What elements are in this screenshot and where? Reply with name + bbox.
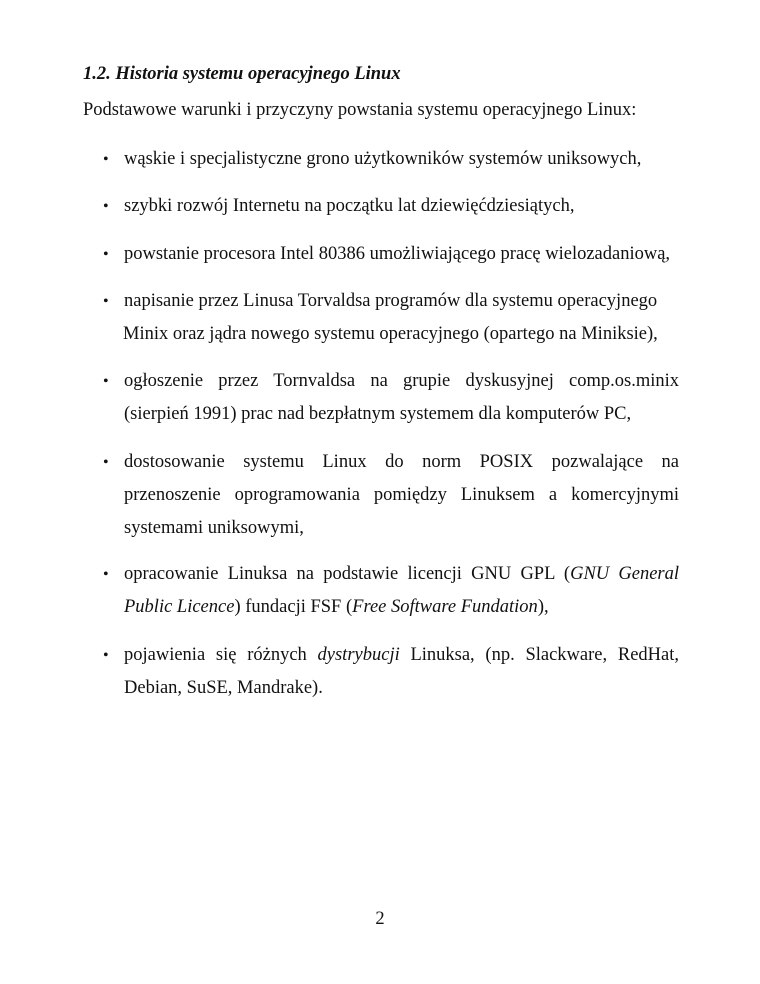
text-run: pojawienia się różnych [124, 645, 318, 665]
bullet-icon: • [103, 293, 109, 310]
list-item [103, 285, 679, 351]
list-item-text: szybki rozwój Internetu na początku lat dziewięćdziesiątych, [124, 196, 575, 216]
list-item-text: powstanie procesora Intel 80386 umożliwiającego pracę wielozadaniową, [124, 244, 671, 264]
list-item [103, 639, 679, 705]
list-item [103, 238, 679, 271]
text-run: opracowanie Linuksa na podstawie licencji GNU GPL ( [124, 564, 571, 584]
bullet-icon: • [103, 373, 109, 390]
list-item-text [124, 591, 679, 624]
bullet-icon: • [103, 198, 109, 215]
emphasis-text: Free Software Fundation [352, 597, 538, 617]
list-item-text [124, 639, 679, 672]
list-item-text: przenoszenie oprogramowania pomiędzy Linuksem a komercyjnymi [124, 485, 679, 505]
text-run: ) fundacji FSF ( [234, 597, 353, 617]
emphasis-text: dystrybucji [317, 645, 400, 665]
list-item-text: ogłoszenie przez Tornvaldsa na grupie dyskusyjnej comp.os.minix [124, 371, 679, 391]
list-item-text: Debian, SuSE, Mandrake). [124, 678, 323, 698]
list-item-text: napisanie przez Linusa Torvaldsa programów dla systemu operacyjnego [124, 291, 658, 311]
bullet-icon: • [103, 454, 109, 471]
page-number: 2 [375, 909, 385, 929]
bullet-icon: • [103, 647, 109, 664]
text-run: ), [537, 597, 549, 617]
list-item [103, 143, 679, 176]
list-item [103, 446, 679, 545]
section-heading: 1.2. Historia systemu operacyjnego Linux [83, 64, 401, 84]
list-item-text: Minix oraz jądra nowego systemu operacyjnego (opartego na Miniksie), [123, 324, 658, 344]
bullet-icon: • [103, 246, 109, 263]
list-item [103, 190, 679, 223]
intro-paragraph: Podstawowe warunki i przyczyny powstania systemu operacyjnego Linux: [83, 100, 637, 120]
text-run: Linuksa, (np. Slackware, RedHat, [399, 645, 679, 665]
list-item-text: wąskie i specjalistyczne grono użytkowników systemów uniksowych, [124, 149, 642, 169]
emphasis-text: Public Licence [124, 597, 235, 617]
list-item [103, 365, 679, 431]
list-item-text: (sierpień 1991) prac nad bezpłatnym systemem dla komputerów PC, [124, 404, 632, 424]
list-item-text: dostosowanie systemu Linux do norm POSIX pozwalające na [124, 452, 679, 472]
bullet-icon: • [103, 151, 109, 168]
bullet-icon: • [103, 566, 109, 583]
list-item-text: systemami uniksowymi, [124, 518, 304, 538]
list-item [103, 558, 679, 624]
emphasis-text: GNU General [570, 564, 679, 584]
list-item-text [124, 558, 679, 591]
